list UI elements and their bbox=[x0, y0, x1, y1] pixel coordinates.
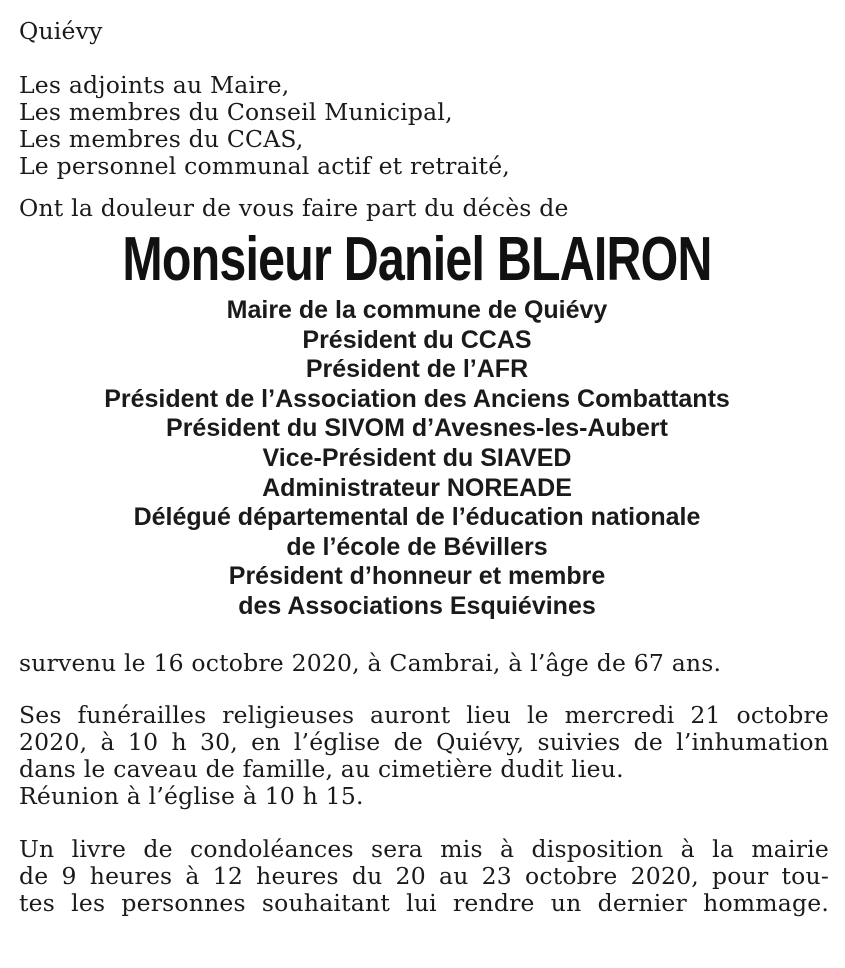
title-line: Président de l’AFR bbox=[305, 355, 529, 384]
title-line: de l’école de Bévillers bbox=[286, 532, 548, 561]
funeral-line: Réunion à l’église à 10 h 15. bbox=[19, 781, 364, 810]
sender-line: Les membres du CCAS, bbox=[19, 125, 304, 153]
condolences-line: de 9 heures à 12 heures du 20 au 23 octobre 2020, pour tou- bbox=[19, 861, 829, 890]
sender-line: Les membres du Conseil Municipal, bbox=[19, 98, 453, 126]
condolences-line: Un livre de condoléances sera mis à disposition à la mairie bbox=[19, 834, 829, 863]
condolences-info bbox=[19, 836, 829, 917]
title-line: Délégué départemental de l’éducation nationale bbox=[133, 503, 701, 532]
title-line: Maire de la commune de Quiévy bbox=[226, 296, 608, 324]
intro-line: Ont la douleur de vous faire part du décès de bbox=[19, 194, 569, 222]
funeral-line: dans le caveau de famille, au cimetière dudit lieu. bbox=[19, 754, 624, 783]
announcement-intro bbox=[19, 195, 829, 222]
title-line: Vice-Président du SIAVED bbox=[262, 443, 572, 472]
funeral-line: Ses funérailles religieuses auront lieu le mercredi 21 octobre bbox=[19, 700, 829, 729]
town-name bbox=[19, 18, 829, 45]
sender-line: Le personnel communal actif et retraité, bbox=[19, 152, 510, 180]
death-info-line: survenu le 16 octobre 2020, à Cambrai, à l’âge de 67 ans. bbox=[19, 648, 722, 677]
title-line: des Associations Esquiévines bbox=[238, 591, 596, 620]
title-line: Président du CCAS bbox=[302, 325, 532, 354]
funeral-line: 2020, à 10 h 30, en l’église de Quiévy, suivies de l’inhumation bbox=[19, 727, 829, 756]
condolences-line: tes les personnes souhaitant lui rendre un dernier hommage. bbox=[19, 888, 829, 917]
deceased-name: Monsieur Daniel BLAIRON bbox=[122, 225, 712, 294]
senders-block bbox=[19, 72, 829, 180]
obituary-notice bbox=[19, 18, 829, 917]
title-line: Président de l’Association des Anciens Combattants bbox=[104, 384, 730, 413]
titles-block bbox=[5, 296, 829, 622]
title-line: Administrateur NOREADE bbox=[262, 473, 572, 502]
title-line: Président d’honneur et membre bbox=[228, 562, 606, 591]
funeral-info bbox=[19, 702, 829, 810]
town-line: Quiévy bbox=[19, 17, 103, 45]
death-info bbox=[19, 650, 829, 677]
sender-line: Les adjoints au Maire, bbox=[19, 71, 290, 99]
title-line: Président du SIVOM d’Avesnes-les-Aubert bbox=[166, 414, 668, 443]
